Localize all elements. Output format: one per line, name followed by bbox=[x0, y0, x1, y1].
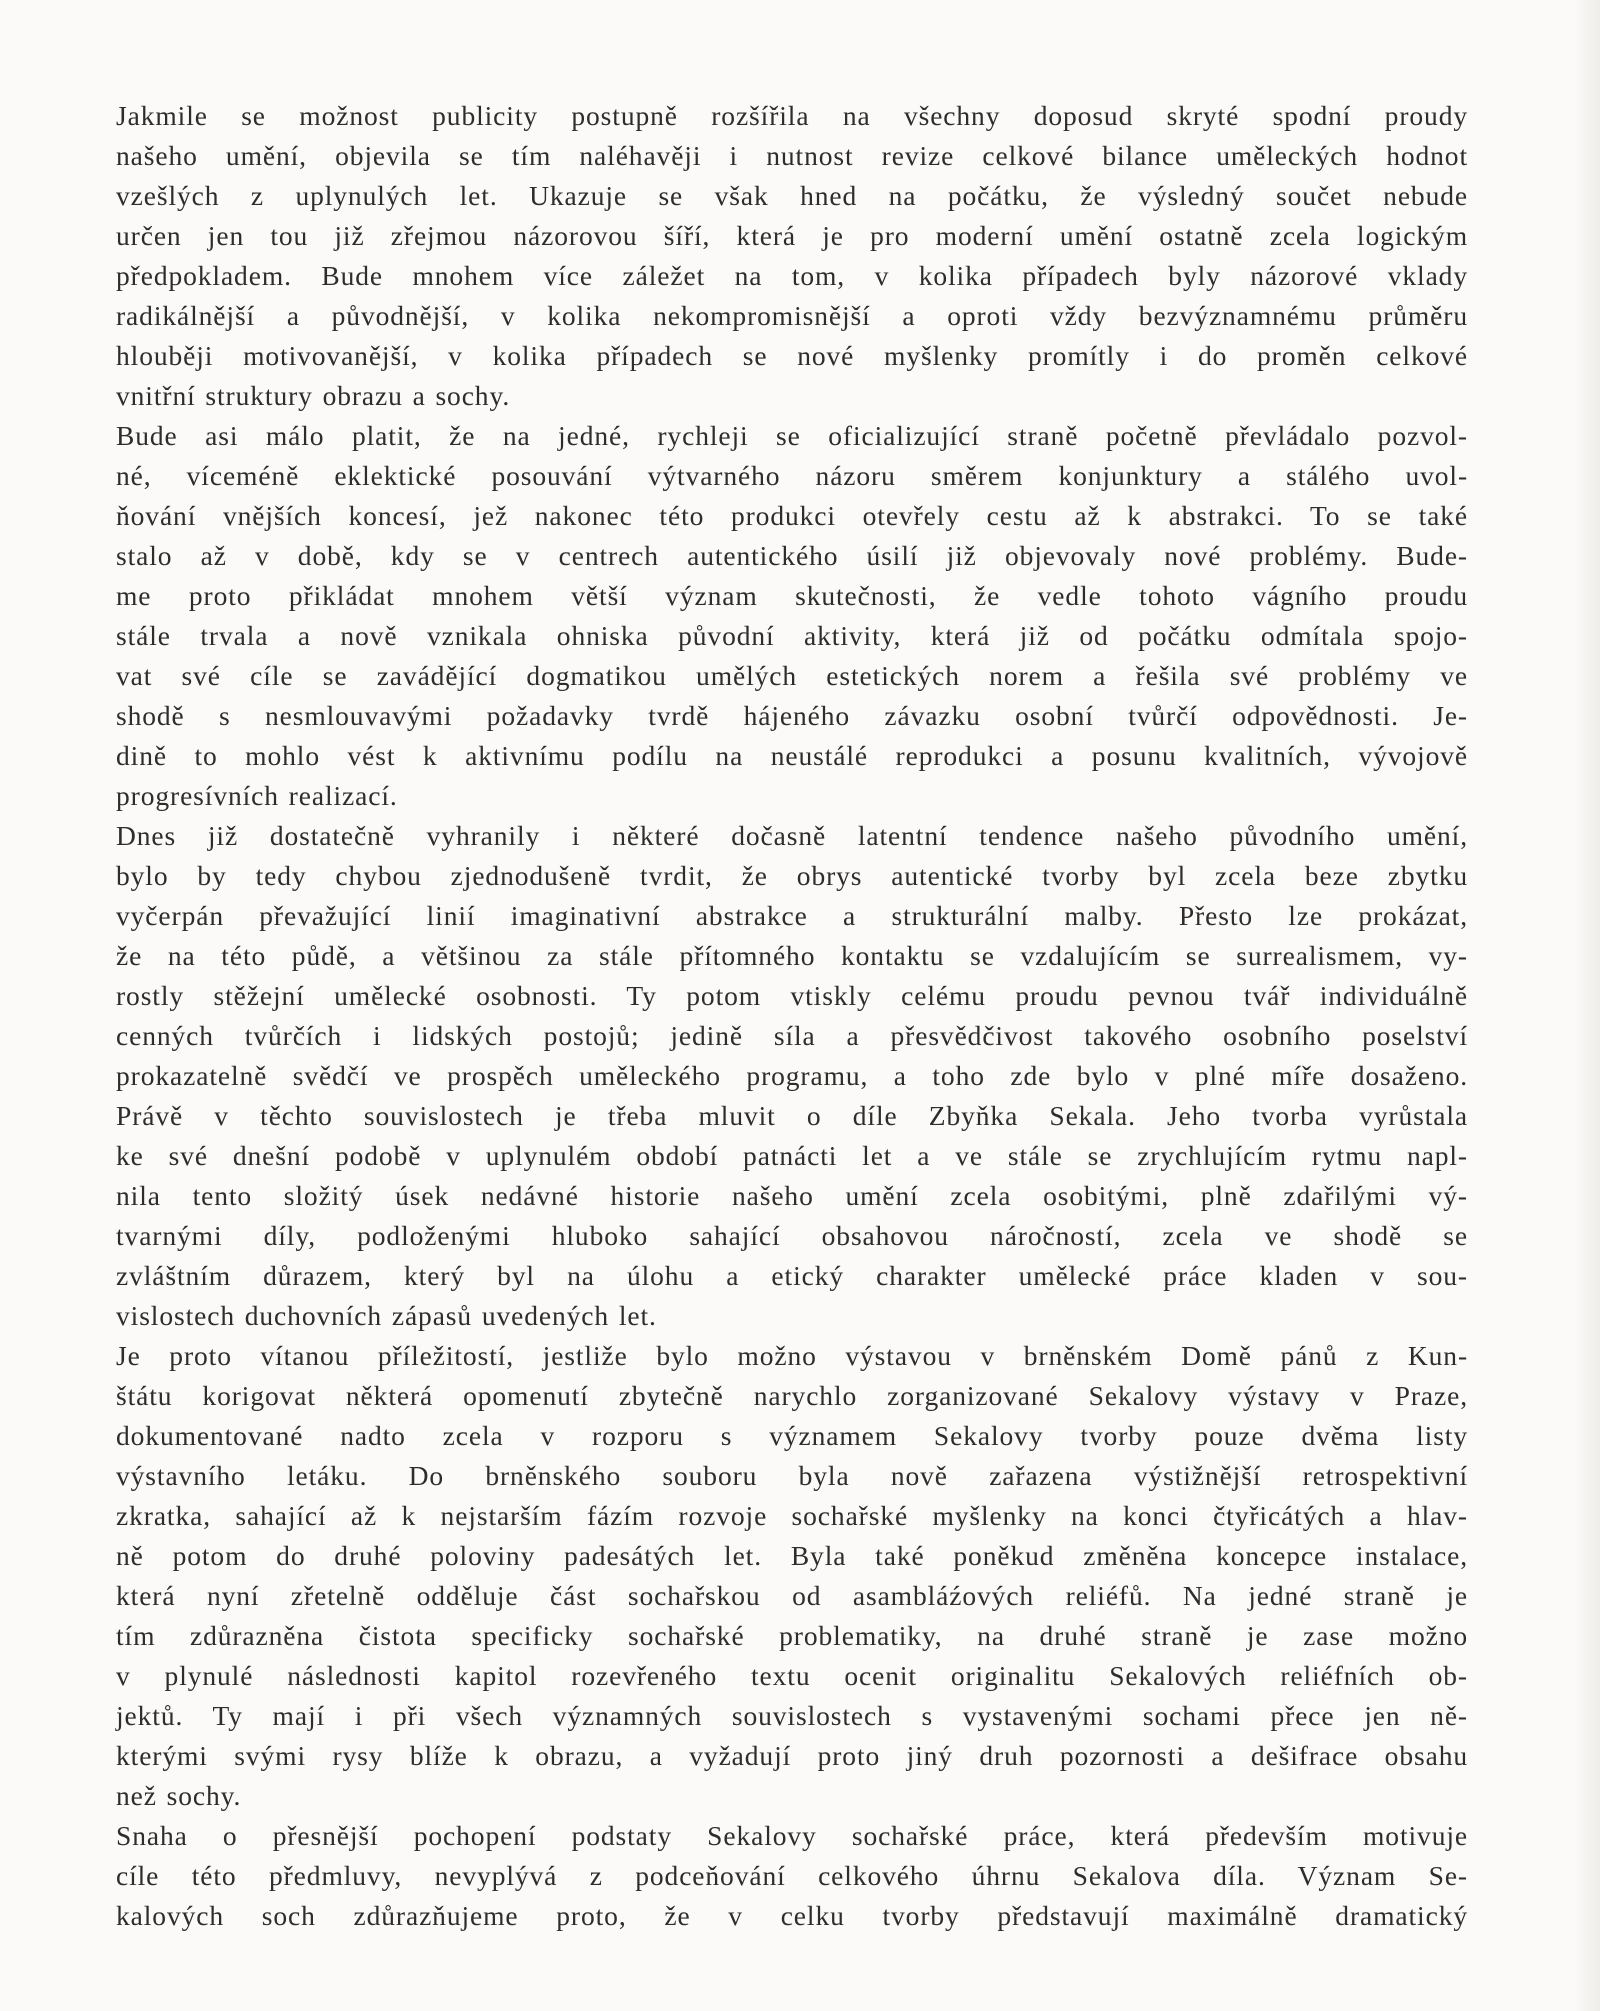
text-line: že na této půdě, a většinou za stále přítomného kontaktu se vzdalujícím se surrealismem, vy- bbox=[116, 940, 1468, 971]
text-line: našeho umění, objevila se tím naléhavěji i nutnost revize celkové bilance uměleckých hodnot bbox=[116, 140, 1468, 171]
text-line: výstavního letáku. Do brněnského souboru byla nově zařazena výstižnější retrospektivní bbox=[116, 1460, 1468, 1491]
page-edge-shadow bbox=[1574, 0, 1600, 2011]
text-line: vnitřní struktury obrazu a sochy. bbox=[116, 380, 511, 411]
text-line: stále trvala a nově vznikala ohniska původní aktivity, která již od počátku odmítala spojo- bbox=[116, 620, 1468, 651]
text-line: tvarnými díly, podloženými hluboko sahající obsahovou náročností, zcela ve shodě se bbox=[116, 1220, 1468, 1251]
text-line: cenných tvůrčích i lidských postojů; jedině síla a přesvědčivost takového osobního poselství bbox=[116, 1020, 1468, 1051]
text-line: tím zdůrazněna čistota specificky sochařské problematiky, na druhé straně je zase možno bbox=[116, 1620, 1468, 1651]
text-line: zkratka, sahající až k nejstarším fázím rozvoje sochařské myšlenky na konci čtyřicátých a hlav- bbox=[116, 1500, 1468, 1531]
text-line: dině to mohlo vést k aktivnímu podílu na neustálé reprodukci a posunu kvalitních, vývojově bbox=[116, 740, 1468, 771]
text-line: Je proto vítanou příležitostí, jestliže bylo možno výstavou v brněnském Domě pánů z Kun- bbox=[116, 1340, 1468, 1371]
text-line: né, víceméně eklektické posouvání výtvarného názoru směrem konjunktury a stálého uvol- bbox=[116, 460, 1468, 491]
text-line: štátu korigovat některá opomenutí zbytečně narychlo zorganizované Sekalovy výstavy v Praze, bbox=[116, 1380, 1468, 1411]
text-line: shodě s nesmlouvavými požadavky tvrdě hájeného závazku osobní tvůrčí odpovědnosti. Je- bbox=[116, 700, 1468, 731]
text-line: jektů. Ty mají i při všech významných souvislostech s vystavenými sochami přece jen ně- bbox=[116, 1700, 1468, 1731]
text-line: kterými svými rysy blíže k obrazu, a vyžadují proto jiný druh pozornosti a dešifrace obsahu bbox=[116, 1740, 1468, 1771]
text-line: vislostech duchovních zápasů uvedených let. bbox=[116, 1300, 657, 1331]
text-line: cíle této předmluvy, nevyplývá z podceňování celkového úhrnu Sekalova díla. Význam Se- bbox=[116, 1860, 1468, 1891]
text-line: vzešlých z uplynulých let. Ukazuje se však hned na počátku, že výsledný součet nebude bbox=[116, 180, 1468, 211]
paragraph bbox=[116, 416, 1468, 816]
text-line: která nyní zřetelně odděluje část sochařskou od asambláźových reliéfů. Na jedné straně je bbox=[116, 1580, 1468, 1611]
text-line: ke své dnešní podobě v uplynulém období patnácti let a ve stále se zrychlujícím rytmu napl- bbox=[116, 1140, 1468, 1171]
paragraph bbox=[116, 96, 1468, 416]
text-line: určen jen tou již zřejmou názorovou šíří, která je pro moderní umění ostatně zcela logickým bbox=[116, 220, 1468, 251]
text-line: Jakmile se možnost publicity postupně rozšířila na všechny doposud skryté spodní proudy bbox=[116, 100, 1468, 131]
body-text bbox=[116, 96, 1468, 1936]
text-line: nila tento složitý úsek nedávné historie našeho umění zcela osobitými, plně zdařilými vý- bbox=[116, 1180, 1468, 1211]
text-line: radikálnější a původnější, v kolika nekompromisnější a oproti vždy bezvýznamnému průměru bbox=[116, 300, 1468, 331]
text-line: kalových soch zdůrazňujeme proto, že v celku tvorby představují maximálně dramatický bbox=[116, 1900, 1468, 1931]
paragraph bbox=[116, 1816, 1468, 1936]
text-line: v plynulé následnosti kapitol rozevřeného textu ocenit originalitu Sekalových reliéfních ob- bbox=[116, 1660, 1468, 1691]
text-line: me proto přikládat mnohem větší význam skutečnosti, že vedle tohoto vágního proudu bbox=[116, 580, 1468, 611]
text-line: progresívních realizací. bbox=[116, 780, 398, 811]
paragraph bbox=[116, 816, 1468, 1336]
text-line: zvláštním důrazem, který byl na úlohu a etický charakter umělecké práce kladen v sou- bbox=[116, 1260, 1468, 1291]
paragraph bbox=[116, 1336, 1468, 1816]
text-line: stalo až v době, kdy se v centrech autentického úsilí již objevovaly nové problémy. Bude- bbox=[116, 540, 1468, 571]
text-line: ňování vnějších koncesí, jež nakonec této produkci otevřely cestu až k abstrakci. To se také bbox=[116, 500, 1468, 531]
text-line: hlouběji motivovanější, v kolika případech se nové myšlenky promítly i do proměn celkové bbox=[116, 340, 1468, 371]
text-line: rostly stěžejní umělecké osobnosti. Ty potom vtiskly celému proudu pevnou tvář individuálně bbox=[116, 980, 1468, 1011]
text-line: Právě v těchto souvislostech je třeba mluvit o díle Zbyňka Sekala. Jeho tvorba vyrůstala bbox=[116, 1100, 1468, 1131]
text-line: vat své cíle se zavádějící dogmatikou umělých estetických norem a řešila své problémy ve bbox=[116, 660, 1468, 691]
text-line: vyčerpán převažující linií imaginativní abstrakce a strukturální malby. Přesto lze prokázat, bbox=[116, 900, 1468, 931]
text-line: bylo by tedy chybou zjednodušeně tvrdit, že obrys autentické tvorby byl zcela beze zbytku bbox=[116, 860, 1468, 891]
text-line: předpokladem. Bude mnohem více záležet na tom, v kolika případech byly názorové vklady bbox=[116, 260, 1468, 291]
text-line: prokazatelně svědčí ve prospěch uměleckého programu, a toho zde bylo v plné míře dosaženo. bbox=[116, 1060, 1468, 1091]
text-line: Snaha o přesnější pochopení podstaty Sekalovy sochařské práce, která především motivuje bbox=[116, 1820, 1468, 1851]
text-line: než sochy. bbox=[116, 1780, 242, 1811]
text-line: ně potom do druhé poloviny padesátých let. Byla také poněkud změněna koncepce instalace, bbox=[116, 1540, 1468, 1571]
text-line: Bude asi málo platit, že na jedné, rychleji se oficializující straně početně převládalo pozvol- bbox=[116, 420, 1468, 451]
text-line: Dnes již dostatečně vyhranily i některé dočasně latentní tendence našeho původního umění, bbox=[116, 820, 1468, 851]
text-line: dokumentované nadto zcela v rozporu s významem Sekalovy tvorby pouze dvěma listy bbox=[116, 1420, 1468, 1451]
